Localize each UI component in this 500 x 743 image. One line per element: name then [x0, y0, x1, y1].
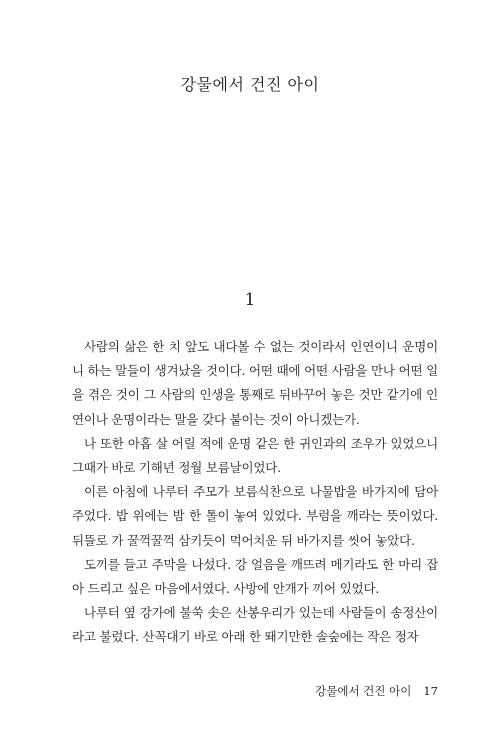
paragraph-1: 사람의 삶은 한 치 앞도 내다볼 수 없는 것이라서 인연이니 운명이니 하는 말들이 생겨났을 것이다. 어떤 때에 어떤 사람을 만나 어떤 일을 겪은 것이 그 사람의 인생을 통째로 뒤바꾸어 놓은 것만 같기에 인연이나 운명이라는 말을 갖다 붙이는 것이 아니겠는가. — [72, 339, 438, 427]
chapter-title: 강물에서 건진 아이 — [180, 75, 320, 94]
paragraph-4: 도끼를 들고 주막을 나섰다. 강 얼음을 깨뜨려 메기라도 한 마리 잡아 드리고 싶은 마음에서였다. 사방에 안개가 끼어 있었다. — [72, 556, 438, 597]
paragraph-3: 이른 아침에 나루터 주모가 보름식찬으로 나물밥을 바가지에 담아 주었다. 밥 위에는 밤 한 톨이 놓여 있었다. 부럼을 깨라는 뜻이었다. 뒤뜰로 가 꿀꺽꿀꺽 삼키듯이 먹어치운 뒤 바가지를 씻어 놓았다. — [72, 484, 438, 548]
chapter-number: 1 — [244, 290, 256, 310]
page-number: 17 — [423, 684, 438, 698]
paragraph-5: 나루터 옆 강가에 불쑥 솟은 산봉우리가 있는데 사람들이 송정산이라고 불렀다. 산꼭대기 바로 아래 한 뙈기만한 솔숲에는 작은 정자 — [72, 605, 438, 645]
page-footer — [315, 683, 438, 699]
paragraph-2: 나 또한 아홉 살 어릴 적에 운명 같은 한 귀인과의 조우가 있었으니 그때가 바로 기해년 정월 보름날이었다. — [72, 435, 438, 476]
running-title: 강물에서 건진 아이 — [315, 684, 412, 698]
body-text — [72, 335, 438, 650]
